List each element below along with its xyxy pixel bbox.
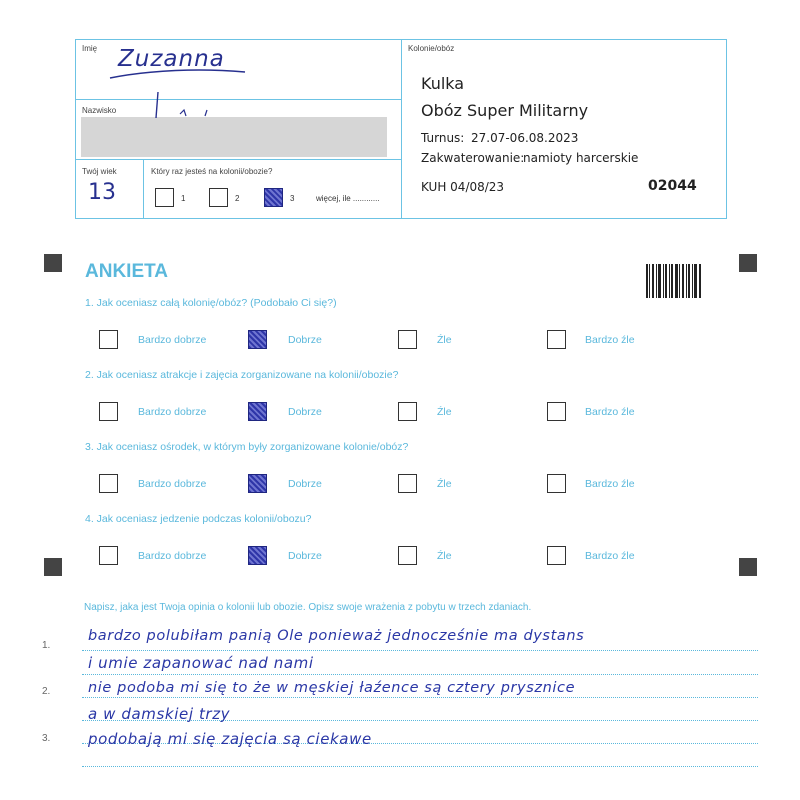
handwritten-line-3: nie podoba mi się to że w męskiej łaźence są cztery prysznice bbox=[88, 680, 576, 696]
handwritten-line-5: podobają mi się zajęcia są ciekawe bbox=[88, 730, 372, 748]
times-option-1-checkbox[interactable] bbox=[155, 188, 174, 207]
q1-bardzo-zle-label: Bardzo źle bbox=[585, 334, 635, 346]
first-name-value: Zuzanna bbox=[118, 46, 225, 72]
q3-bardzo-dobrze-label: Bardzo dobrze bbox=[138, 478, 207, 490]
times-option-2-checkbox[interactable] bbox=[209, 188, 228, 207]
last-name-redaction bbox=[81, 117, 387, 157]
q2-dobrze-label: Dobrze bbox=[288, 406, 322, 418]
barcode-icon bbox=[646, 264, 702, 298]
q1-bardzo-zle-checkbox[interactable] bbox=[547, 330, 566, 349]
question-3-text: 3. Jak oceniasz ośrodek, w którym były zorganizowane kolonie/obóz? bbox=[85, 441, 409, 453]
q4-bardzo-zle-checkbox[interactable] bbox=[547, 546, 566, 565]
q2-zle-checkbox[interactable] bbox=[398, 402, 417, 421]
age-value: 13 bbox=[88, 180, 116, 205]
handwritten-line-4: a w damskiej trzy bbox=[88, 705, 231, 723]
q2-dobrze-checkbox[interactable] bbox=[248, 402, 267, 421]
registration-marker-bottom-right bbox=[739, 558, 757, 576]
lodging-label: Zakwaterowanie: bbox=[421, 151, 525, 165]
q1-zle-label: Źle bbox=[437, 334, 452, 346]
q3-dobrze-label: Dobrze bbox=[288, 478, 322, 490]
q4-zle-label: Źle bbox=[437, 550, 452, 562]
writing-line-3 bbox=[82, 697, 758, 698]
header-divider-2 bbox=[75, 159, 401, 160]
q2-bardzo-zle-label: Bardzo źle bbox=[585, 406, 635, 418]
handwritten-line-2: i umie zapanować nad nami bbox=[88, 654, 314, 672]
times-option-more-label: więcej, ile ............ bbox=[316, 194, 380, 203]
registration-marker-top-right bbox=[739, 254, 757, 272]
writing-line-1 bbox=[82, 650, 758, 651]
last-name-ink-marks bbox=[150, 90, 220, 120]
q4-bardzo-zle-label: Bardzo źle bbox=[585, 550, 635, 562]
times-option-3-checkbox[interactable] bbox=[264, 188, 283, 207]
q2-bardzo-zle-checkbox[interactable] bbox=[547, 402, 566, 421]
age-label: Twój wiek bbox=[82, 167, 117, 176]
q3-bardzo-zle-checkbox[interactable] bbox=[547, 474, 566, 493]
times-option-3-label: 3 bbox=[290, 194, 295, 203]
q2-bardzo-dobrze-checkbox[interactable] bbox=[99, 402, 118, 421]
line-number-2: 2. bbox=[42, 686, 51, 697]
writing-line-6 bbox=[82, 766, 758, 767]
q3-zle-label: Źle bbox=[437, 478, 452, 490]
q1-dobrze-checkbox[interactable] bbox=[248, 330, 267, 349]
form-number: 02044 bbox=[648, 178, 697, 194]
line-number-1: 1. bbox=[42, 640, 51, 651]
times-option-2-label: 2 bbox=[235, 194, 240, 203]
survey-title: ANKIETA bbox=[85, 261, 169, 282]
camp-subtitle: Obóz Super Militarny bbox=[421, 101, 589, 120]
lodging-value: namioty harcerskie bbox=[523, 151, 639, 165]
camp-code: KUH 04/08/23 bbox=[421, 180, 505, 194]
q4-zle-checkbox[interactable] bbox=[398, 546, 417, 565]
first-name-label: Imię bbox=[82, 44, 98, 53]
registration-marker-top-left bbox=[44, 254, 62, 272]
q3-bardzo-zle-label: Bardzo źle bbox=[585, 478, 635, 490]
question-2-text: 2. Jak oceniasz atrakcje i zajęcia zorganizowane na kolonii/obozie? bbox=[85, 369, 399, 381]
q1-bardzo-dobrze-label: Bardzo dobrze bbox=[138, 334, 207, 346]
q1-zle-checkbox[interactable] bbox=[398, 330, 417, 349]
camp-name: Kulka bbox=[421, 74, 465, 93]
name-scribble-underline bbox=[100, 56, 250, 84]
header-divider-vertical bbox=[401, 39, 402, 219]
q3-dobrze-checkbox[interactable] bbox=[248, 474, 267, 493]
q4-dobrze-checkbox[interactable] bbox=[248, 546, 267, 565]
q2-zle-label: Źle bbox=[437, 406, 452, 418]
last-name-label: Nazwisko bbox=[82, 106, 117, 115]
header-divider-1 bbox=[75, 99, 401, 100]
handwritten-line-1: bardzo polubiłam panią Ole ponieważ jednocześnie ma dystans bbox=[88, 628, 585, 644]
q3-zle-checkbox[interactable] bbox=[398, 474, 417, 493]
camp-label: Kolonie/obóz bbox=[408, 44, 455, 53]
question-1-text: 1. Jak oceniasz całą kolonię/obóz? (Podobało Ci się?) bbox=[85, 297, 337, 309]
writing-line-2 bbox=[82, 674, 758, 675]
times-label: Który raz jesteś na kolonii/obozie? bbox=[151, 167, 273, 176]
q1-dobrze-label: Dobrze bbox=[288, 334, 322, 346]
question-4-text: 4. Jak oceniasz jedzenie podczas kolonii/obozu? bbox=[85, 513, 312, 525]
q3-bardzo-dobrze-checkbox[interactable] bbox=[99, 474, 118, 493]
q1-bardzo-dobrze-checkbox[interactable] bbox=[99, 330, 118, 349]
q4-dobrze-label: Dobrze bbox=[288, 550, 322, 562]
turnus-label: Turnus: bbox=[421, 131, 465, 145]
line-number-3: 3. bbox=[42, 733, 51, 744]
turnus-value: 27.07-06.08.2023 bbox=[471, 131, 579, 145]
q4-bardzo-dobrze-label: Bardzo dobrze bbox=[138, 550, 207, 562]
q4-bardzo-dobrze-checkbox[interactable] bbox=[99, 546, 118, 565]
registration-marker-bottom-left bbox=[44, 558, 62, 576]
opinion-prompt: Napisz, jaka jest Twoja opinia o kolonii lub obozie. Opisz swoje wrażenia z pobytu w trzech zdaniach. bbox=[84, 602, 532, 613]
header-divider-age bbox=[143, 159, 144, 219]
times-option-1-label: 1 bbox=[181, 194, 186, 203]
q2-bardzo-dobrze-label: Bardzo dobrze bbox=[138, 406, 207, 418]
